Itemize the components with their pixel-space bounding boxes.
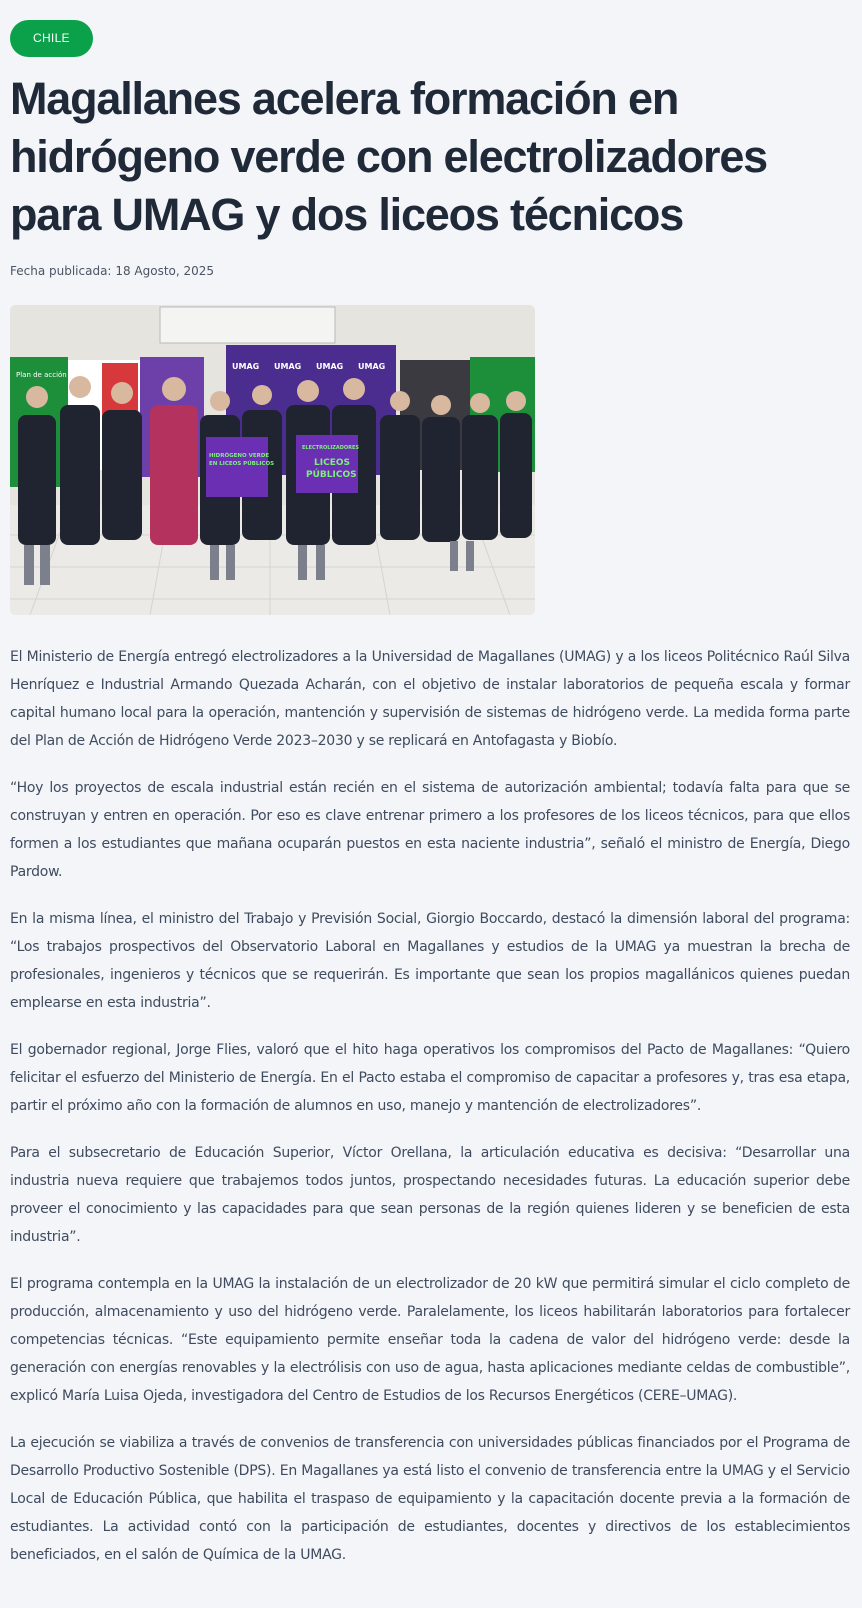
svg-text:PÚBLICOS: PÚBLICOS [306,470,357,480]
article-body [10,643,850,1588]
paragraph-4: El gobernador regional, Jorge Flies, valoró que el hito haga operativos los compromisos del Pacto de Magallanes: “Quiero felicitar el esfuerzo del Ministerio de Energía. En el Pacto estaba el compromiso de capacitar a profesores y, tras esa etapa, partir el próximo año con la formación de alumnos en uso, manejo y mantención de electrolizadores”. [10,1042,850,1114]
svg-text:HIDRÓGENO VERDE: HIDRÓGENO VERDE [209,453,270,459]
paragraph-6: El programa contempla en la UMAG la instalación de un electrolizador de 20 kW que permitirá simular el ciclo completo de producción, almacenamiento y uso del hidrógeno verde. Paralelamente, los liceos habilitarán laboratorios para fortalecer competencias técnicas. “Este equipamiento permite enseñar toda la cadena de valor del hidrógeno verde: desde la generación con energías renovables y la electrólisis con uso de agua, hasta aplicaciones mediante celdas de combustible”, explicó María Luisa Ojeda, investigadora del Centro de Estudios de los Recursos Energéticos (CERE–UMAG). [10,1276,850,1404]
svg-text:ELECTROLIZADORES: ELECTROLIZADORES [302,445,360,451]
paragraph-2: “Hoy los proyectos de escala industrial están recién en el sistema de autorización ambiental; todavía falta para que se construyan y entren en operación. Por eso es clave entrenar primero a los profesores de los liceos técnicos, para que ellos formen a los estudiantes que mañana ocuparán puestos en esta naciente industria”, señaló el ministro de Energía, Diego Pardow. [10,780,850,880]
category-badge[interactable]: CHILE [10,20,93,57]
paragraph-7: La ejecución se viabiliza a través de convenios de transferencia con universidades públicas financiados por el Programa de Desarrollo Productivo Sostenible (DPS). En Magallanes ya está listo el convenio de transferencia entre la UMAG y el Servicio Local de Educación Pública, que habilita el traspaso de equipamiento y la capacitación docente previa a la formación de estudiantes. La actividad contó con la participación de estudiantes, docentes y directivos de los establecimientos beneficiados, en el salón de Química de la UMAG. [10,1435,850,1563]
article-title: Magallanes acelera formación en hidrógeno verde con electrolizadores para UMAG y dos liceos técnicos [10,73,768,240]
date-label: Fecha publicada: [10,264,112,278]
svg-text:UMAG: UMAG [316,362,344,371]
article-photo [10,305,535,615]
svg-text:UMAG: UMAG [232,362,260,371]
group-photo-illustration [10,305,535,615]
svg-text:LICEOS: LICEOS [314,458,350,468]
svg-text:EN LICEOS PÚBLICOS: EN LICEOS PÚBLICOS [209,461,275,467]
svg-text:UMAG: UMAG [358,362,386,371]
paragraph-3: En la misma línea, el ministro del Trabajo y Previsión Social, Giorgio Boccardo, destacó la dimensión laboral del programa: “Los trabajos prospectivos del Observatorio Laboral en Magallanes y estudios de la UMAG ya muestran la brecha de profesionales, ingenieros y técnicos que se requerirán. Es importante que sean los propios magallánicos quienes puedan emplearse en esta industria”. [10,911,850,1011]
date-value: 18 Agosto, 2025 [115,264,215,278]
paragraph-1: El Ministerio de Energía entregó electrolizadores a la Universidad de Magallanes (UMAG) y a los liceos Politécnico Raúl Silva Henríquez e Industrial Armando Quezada Acharán, con el objetivo de instalar laboratorios de pequeña escala y formar capital humano local para la operación, mantención y supervisión de sistemas de hidrógeno verde. La medida forma parte del Plan de Acción de Hidrógeno Verde 2023–2030 y se replicará en Antofagasta y Biobío. [10,649,850,749]
paragraph-5: Para el subsecretario de Educación Superior, Víctor Orellana, la articulación educativa es decisiva: “Desarrollar una industria nueva requiere que trabajemos todos juntos, prospectando necesidades futuras. La educación superior debe proveer el conocimiento y las capacidades para que sean personas de la región quienes lideren y se beneficien de esta industria”. [10,1145,850,1245]
sign-left [206,437,268,497]
svg-text:UMAG: UMAG [274,362,302,371]
publish-date [10,264,214,278]
svg-text:Plan de acción: Plan de acción [16,371,67,379]
